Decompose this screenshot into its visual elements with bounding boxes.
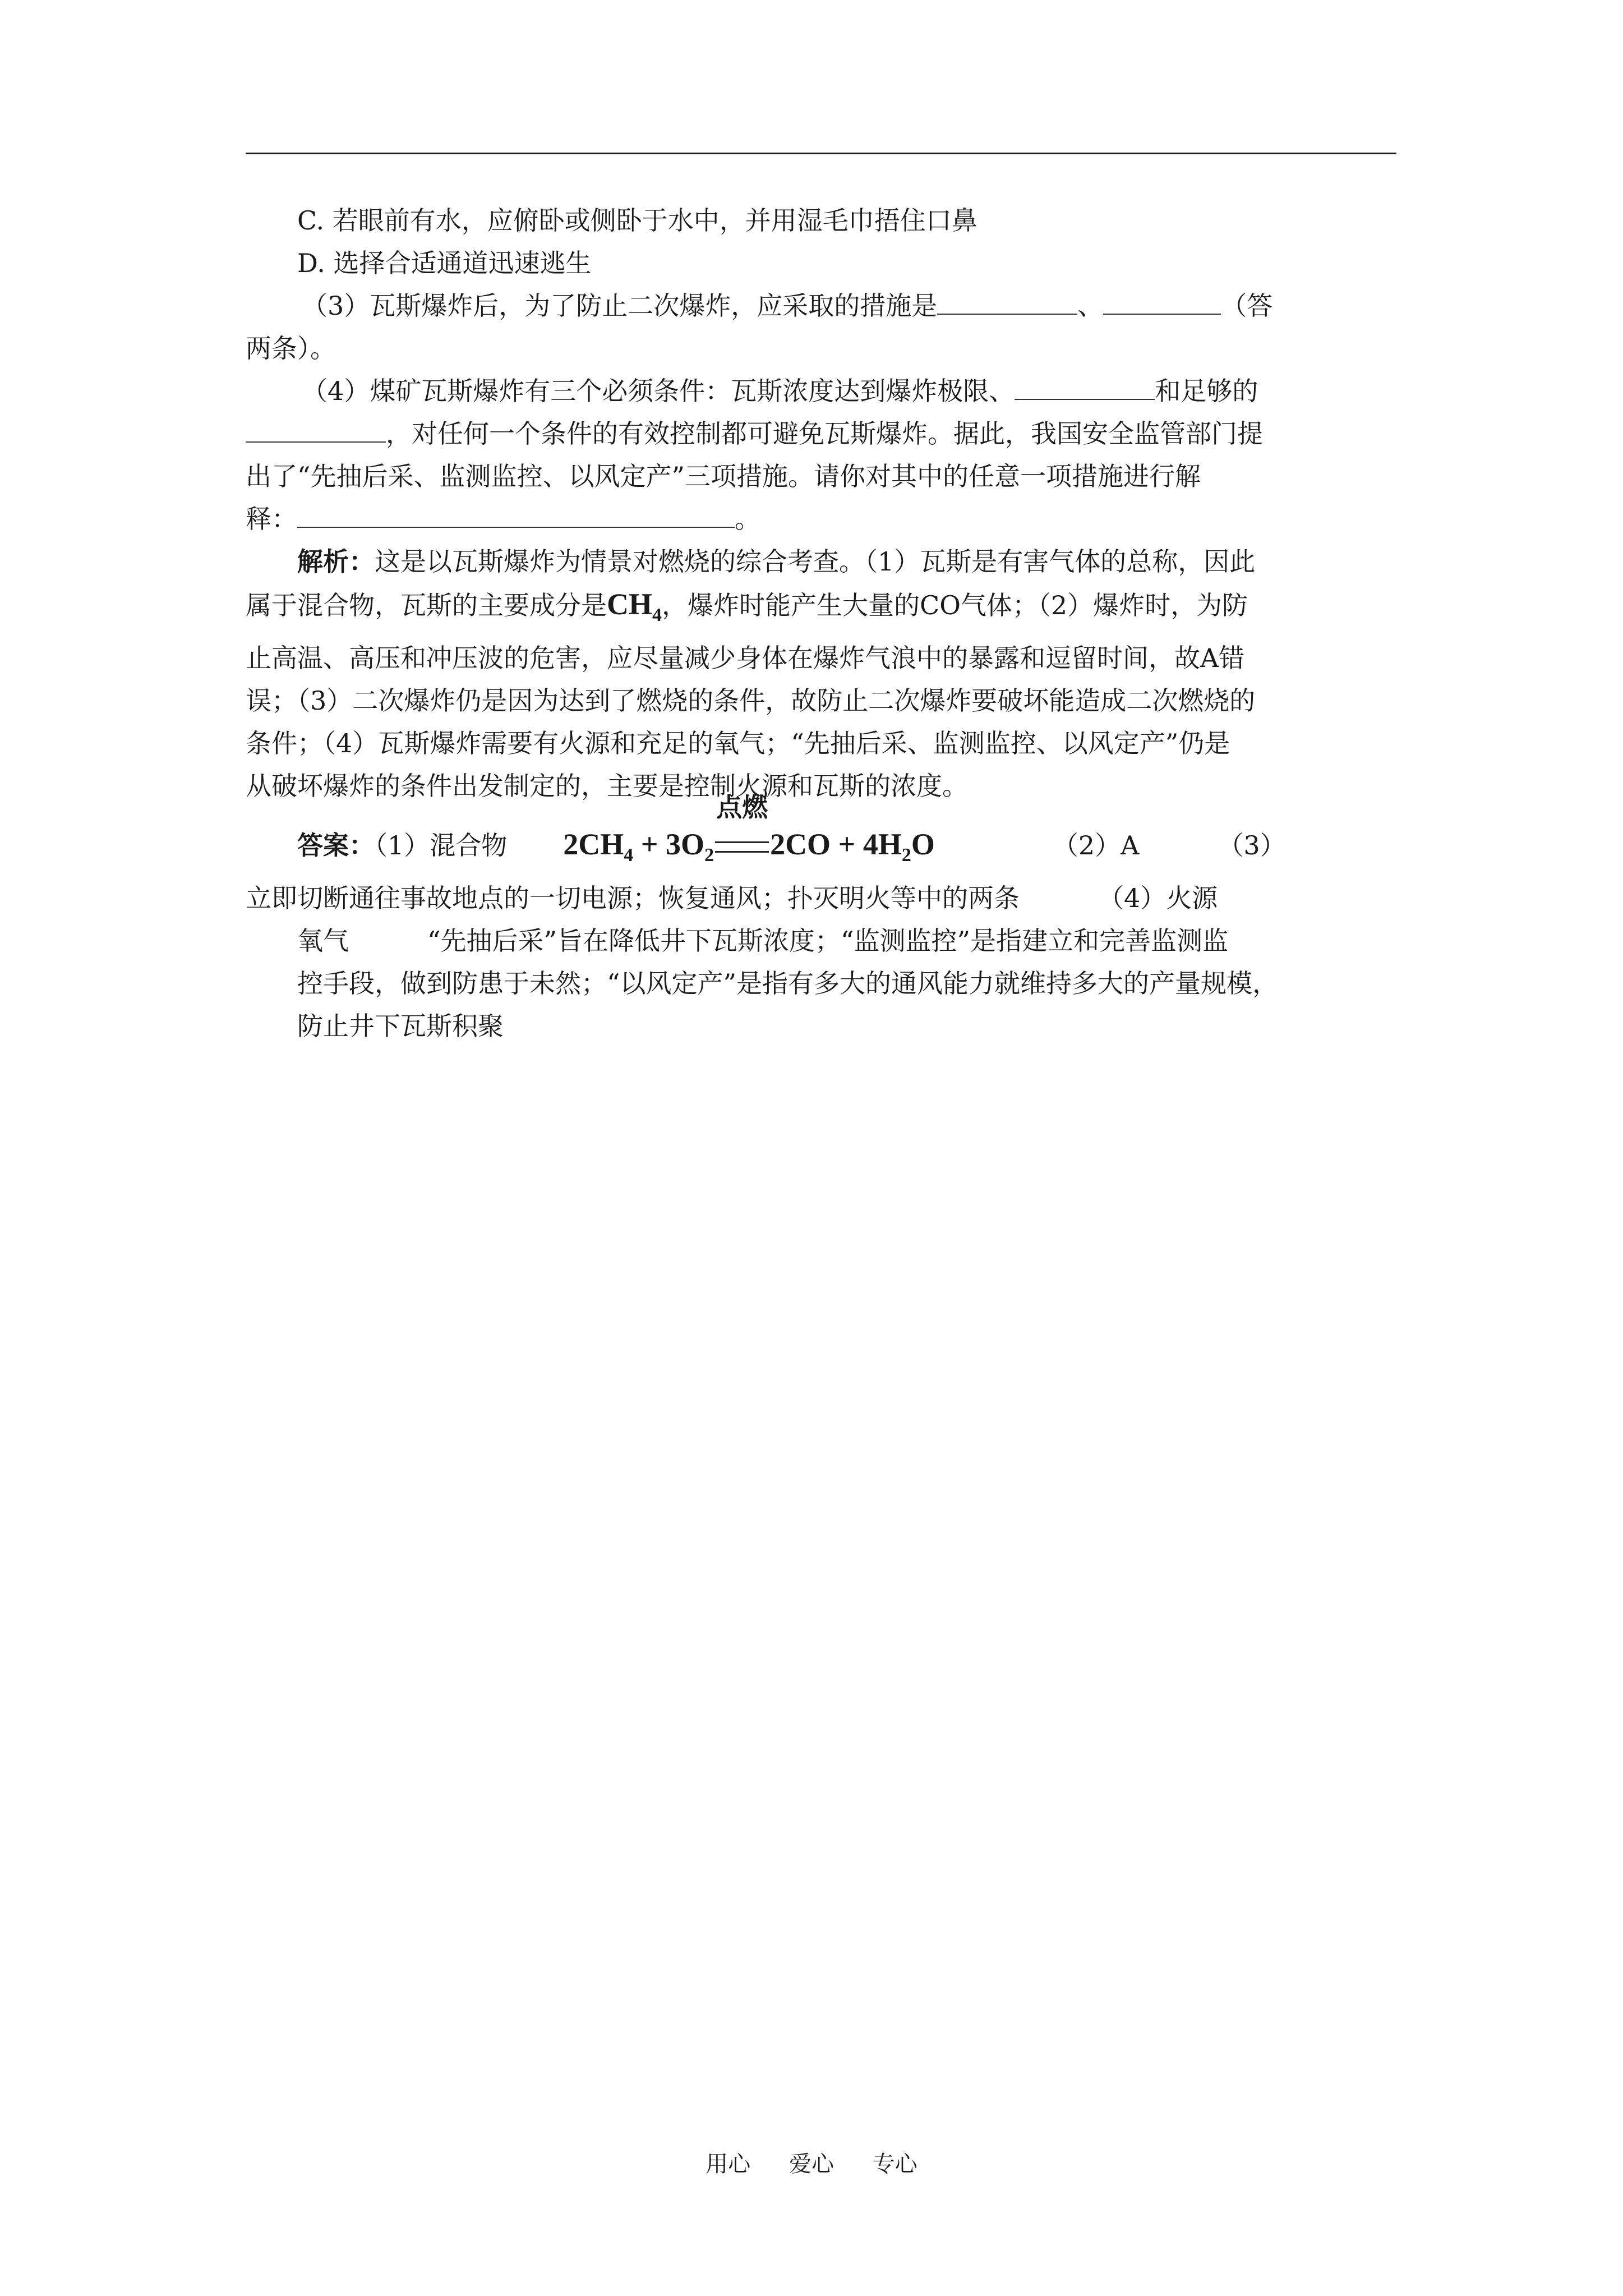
q4-blank-3	[297, 501, 735, 528]
q3-prefix: （3）瓦斯爆炸后，为了防止二次爆炸，应采取的措施是	[302, 291, 938, 321]
equals-sign	[715, 841, 769, 853]
analysis-label: 解析	[297, 546, 349, 577]
reaction-condition	[714, 792, 770, 866]
analysis-line-2	[246, 583, 1396, 637]
answer-line-3	[246, 919, 1396, 962]
combustion-equation	[563, 792, 935, 866]
answer-line-4: 控手段，做到防患于未然；“以风定产”是指有多大的通风能力就维持多大的产量规模，	[297, 968, 1279, 999]
analysis-line-4: 误；（3）二次爆炸仍是因为达到了燃烧的条件，故防止二次爆炸要破坏能造成二次燃烧的	[246, 685, 1256, 716]
eq-right-sub: 2	[901, 844, 911, 866]
analysis-line-5: 条件；（4）瓦斯爆炸需要有火源和充足的氧气；“先抽后采、监测监控、以风定产”仍是	[246, 728, 1230, 758]
analysis-line-1	[246, 540, 1396, 583]
q3-separator: 、	[1077, 291, 1104, 321]
answer-p3: （3）	[1218, 830, 1286, 861]
answer-line-1	[246, 792, 1396, 877]
eq-right: 2CO + 4H	[770, 827, 902, 861]
q3-blank-2	[1103, 288, 1221, 315]
q4-blank-1	[1015, 373, 1155, 400]
q4-line-1b: 和足够的	[1155, 376, 1258, 406]
q4-line-1a: （4）煤矿瓦斯爆炸有三个必须条件：瓦斯浓度达到爆炸极限、	[302, 376, 1015, 406]
q3-blank-1	[937, 288, 1077, 315]
methane-ch: CH	[607, 587, 652, 621]
methane-formula	[607, 587, 662, 625]
question-3	[246, 284, 1396, 327]
analysis-text-2a: 属于混合物，瓦斯的主要成分是	[246, 590, 607, 620]
answer-text-2: 立即切断通往事故地点的一切电源；恢复通风；扑灭明火等中的两条	[246, 882, 1020, 913]
eq-left-sub: 4	[624, 844, 634, 866]
answer-line-5: 防止井下瓦斯积聚	[297, 1010, 504, 1041]
answer-line-2	[246, 877, 1396, 919]
q4-line-4b: 。	[735, 504, 760, 534]
eq-left: 2CH	[563, 827, 624, 861]
q4-line-2	[246, 412, 1396, 455]
analysis-line-6: 从破坏爆炸的条件出发制定的，主要是控制火源和瓦斯的浓度。	[246, 770, 968, 801]
answer-p4: （4）火源	[1098, 882, 1218, 913]
q4-line-4a: 释：	[246, 504, 297, 534]
footer-item-1: 用心	[706, 2151, 751, 2177]
eq-plus: + 3O	[633, 827, 705, 861]
document-body	[246, 199, 1396, 1047]
q4-line-2-text: ，对任何一个条件的有效控制都可避免瓦斯爆炸。据此，我国安全监管部门提	[386, 418, 1263, 449]
q4-line-3: 出了“先抽后采、监测监控、以风定产”三项措施。请你对其中的任意一项措施进行解	[246, 461, 1201, 491]
analysis-colon: ：	[349, 546, 375, 577]
eq-right-end: O	[911, 827, 935, 861]
page-footer	[0, 2146, 1623, 2178]
question-4	[246, 370, 1396, 412]
eq-condition-label: 点燃	[716, 792, 768, 822]
analysis-text-1: 这是以瓦斯爆炸为情景对燃烧的综合考查。（1）瓦斯是有害气体的总称，因此	[375, 546, 1256, 577]
option-c: C. 若眼前有水，应俯卧或侧卧于水中，并用湿毛巾捂住口鼻	[297, 205, 978, 236]
header-rule	[246, 153, 1396, 154]
answer-label: 答案：	[297, 830, 375, 861]
q3-line-2: 两条）。	[246, 333, 336, 364]
methane-sub: 4	[652, 604, 662, 625]
analysis-text-2b: ，爆炸时能产生大量的CO气体；（2）爆炸时，为防	[662, 590, 1248, 620]
answer-p2: （2）A	[1052, 830, 1140, 861]
q4-line-4	[246, 498, 1396, 540]
option-d: D. 选择合适通道迅速逃生	[297, 248, 592, 278]
q3-suffix: （答	[1221, 291, 1273, 321]
q4-blank-2	[246, 416, 386, 443]
analysis-line-3: 止高温、高压和冲压波的危害，应尽量减少身体在爆炸气浪中的暴露和逗留时间，故A错	[246, 642, 1245, 673]
eq-plus-sub: 2	[704, 844, 714, 866]
footer-item-2: 爱心	[789, 2151, 834, 2177]
footer-item-3: 专心	[872, 2151, 917, 2177]
answer-text-3a: 氧气	[297, 925, 349, 956]
answer-text-3b: “先抽后采”旨在降低井下瓦斯浓度；“监测监控”是指建立和完善监测监	[427, 925, 1229, 956]
answer-p1: （1）混合物	[375, 830, 508, 861]
